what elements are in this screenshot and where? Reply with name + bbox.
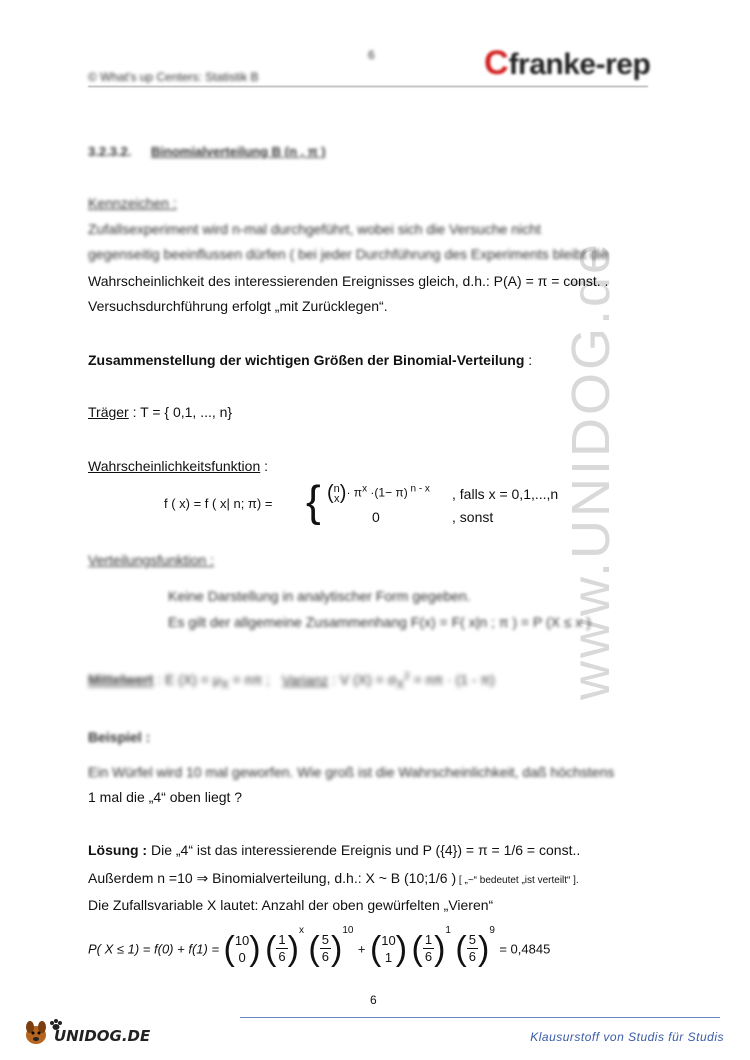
franke-rep-logo [484,44,650,83]
section-heading [88,144,326,159]
page-number: 6 [370,993,377,1007]
formula-exp4: 9 [489,925,495,936]
formula-plus: + [357,941,366,957]
verteilungsfunktion-label: Verteilungsfunktion : [88,552,215,568]
mittelwert-label: Mittelwert [88,671,154,688]
footer-tagline: Klausurstoff von Studis für Studis [530,1030,724,1044]
varianz-label: Varianz [281,671,329,688]
formula-exp3: 1 [445,925,451,936]
section-title: Binomialverteilung B (n , π ) [151,144,326,159]
verteilungsfunktion-line1: Keine Darstellung in analytischer Form gegeben. [168,588,471,604]
mittelwert-value: = nπ ; [228,671,270,688]
zusammenstellung-heading [88,352,532,368]
varianz-value: = nπ · (1 - π) [409,671,495,688]
wkf-expr-1-pi: ·(1− π) [367,485,408,500]
loesung-text1: Die „4“ ist das interessierende Ereignis und P ({4}) = π = 1/6 = const.. [147,842,581,858]
beispiel-line1: Ein Würfel wird 10 mal geworfen. Wie groß ist die Wahrscheinlichkeit, daß höchstens [88,764,615,780]
formula-frac4-num: 5 [468,932,476,948]
traeger-row [88,404,232,420]
formula-exp1: x [298,925,304,936]
watermark: www.UNIDOG.de [561,240,621,700]
wkf-case1-expr: (n $x)\cdot \pi^x \cdot(1- \pi)$ $^{n - x}$ [327,482,430,505]
kennzeichen-line4: Versuchsdurchführung erfolgt „mit Zurücklegen“. [88,298,388,314]
kennzeichen-line2: gegenseitig beeinflussen dürfen ( bei jeder Durchführung des Experiments bleibt die [88,246,609,262]
varianz-expr: : V (X) = σ [328,671,397,688]
wkf-exp-x: x [362,483,368,495]
loesung-line2 [88,870,579,887]
unidog-logo-text: UNIDOG.DE [54,1027,151,1045]
varianz-sup: 2 [404,671,410,682]
probability-formula: P( X ≤ 1) = f(0) + f(1) = (10 0 ) ( $\frac{1}{6}$ )$^x$ ( $\frac{5}{6}$ )$^{10}$ + (10 1 ) ( $\frac{1}{6}$ )$^1$ ( $\frac{5}{6}$ )$^9$ = 0,4845 [88,925,551,968]
formula-frac2 [320,932,331,965]
formula-frac2-num: 5 [321,932,329,948]
varianz-sub: X [396,678,405,692]
logo-c-mark: C [484,44,509,82]
mittelwert-sub: X [220,678,229,692]
traeger-value: : T = { 0,1, ..., n} [128,404,233,420]
loesung-text2a: Außerdem n =10 ⇒ Binomialverteilung, d.h.: X ~ B (10;1/6 ) [88,870,457,886]
wkf-label: Wahrscheinlichkeitsfunktion [88,458,261,474]
formula-frac3-den: 6 [424,949,433,965]
wkf-case2-condition: , sonst [452,509,494,525]
mittelwert-expr: : E (X) = μ [153,671,221,688]
formula-frac4 [467,932,478,965]
loesung-line1 [88,842,580,858]
formula-frac3-num: 1 [424,932,433,948]
loesung-line3: Die Zufallsvariable X lautet: Anzahl der oben gewürfelten „Vieren“ [88,897,494,913]
formula-frac1-den: 6 [278,949,286,965]
formula-result: = 0,4845 [499,941,551,957]
kennzeichen-line3: Wahrscheinlichkeit des interessierenden Ereignisses gleich, d.h.: P(A) = π = const. . [88,273,609,289]
unidog-logo [22,1013,152,1049]
formula-binom2 [381,932,395,966]
loesung-label: Lösung : [88,842,148,858]
kennzeichen-label: Kennzeichen : [88,195,177,211]
wkf-colon: : [260,458,269,474]
wkf-exp-nx: n - x [407,483,430,495]
traeger-label: Träger [88,404,129,420]
formula-binom1-top: 10 [234,932,250,948]
zusammenstellung-title: Zusammenstellung der wichtigen Größen der Binomial-Verteilung [88,352,525,368]
wkf-expr-pi: · π [346,485,363,500]
section-number: 3.2.3.2. [88,144,132,159]
formula-frac3 [423,932,434,965]
beispiel-label: Beispiel : [88,729,151,745]
loesung-text2b: [ „~“ bedeutet „ist verteilt“ ]. [456,875,579,886]
formula-frac1 [276,932,287,965]
header-divider [88,86,648,87]
header-left-text: © What's up Centers: Statistik B [88,70,259,84]
formula-binom1-bottom: 0 [238,949,246,965]
beispiel-line2: 1 mal die „4“ oben liegt ? [88,789,243,805]
formula-binom1 [235,932,249,966]
formula-binom2-top: 10 [381,932,396,948]
wkf-binom-bottom: x [333,492,340,505]
formula-binom2-bottom: 1 [384,949,393,965]
wkf-brace: { [306,477,321,526]
formula-exp2: 10 [342,925,354,936]
logo-text: franke-rep [508,48,651,81]
kennzeichen-line1: Zufallsexperiment wird n-mal durchgeführt, wobei sich die Versuche nicht [88,221,541,237]
formula-frac4-den: 6 [468,949,476,965]
footer-divider [240,1017,720,1018]
zusammenstellung-colon: : [524,352,533,368]
mittelwert-row [88,671,495,691]
wkf-case1-condition: , falls x = 0,1,...,n [452,486,559,502]
wkf-lhs: f ( x) = f ( x| n; π) = [164,496,273,511]
verteilungsfunktion-line2: Es gilt der allgemeine Zusammenhang F(x) = F( x|n ; π ) = P (X ≤ x ) [168,614,591,630]
wkf-case2-zero: 0 [372,509,380,525]
wkf-heading [88,458,268,474]
formula-frac1-num: 1 [278,932,286,948]
top-mark: 6 [368,48,375,62]
wkf-binom-top: n [333,482,340,495]
formula-frac2-den: 6 [321,949,329,965]
formula-lhs: P( X ≤ 1) = f(0) + f(1) = [88,941,220,957]
